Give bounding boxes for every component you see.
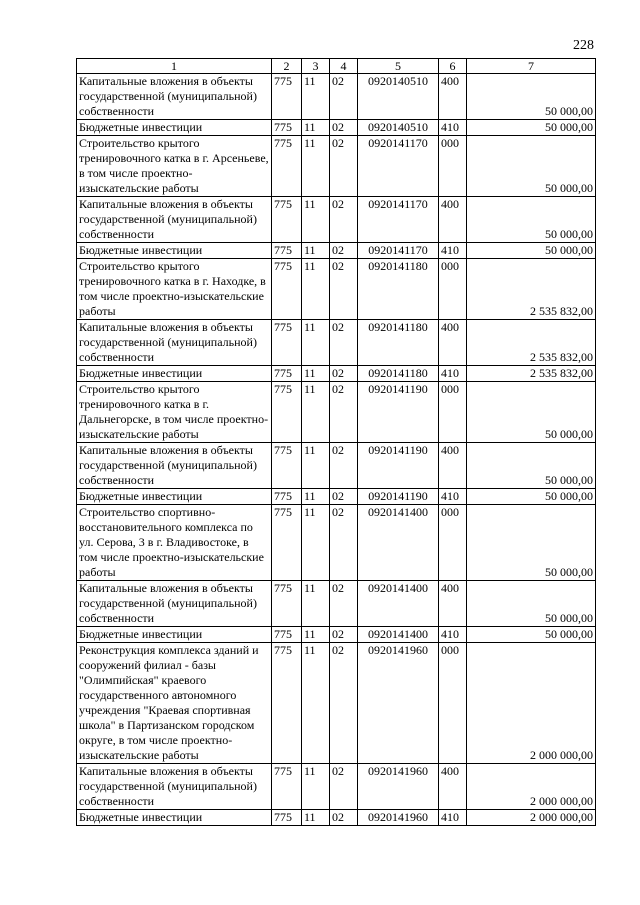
- row-code-2: 775: [272, 366, 302, 382]
- row-code-2: 775: [272, 581, 302, 627]
- row-amount: 50 000,00: [467, 197, 596, 243]
- row-code-5: 0920141400: [358, 627, 439, 643]
- row-code-3: 11: [302, 197, 330, 243]
- row-code-6: 410: [439, 243, 467, 259]
- row-code-4: 02: [330, 643, 358, 764]
- header-col-2: 2: [272, 59, 302, 74]
- row-code-3: 11: [302, 581, 330, 627]
- table-row: [77, 443, 596, 489]
- row-code-3: 11: [302, 136, 330, 197]
- row-code-5: 0920141960: [358, 643, 439, 764]
- row-description: Бюджетные инвестиции: [77, 810, 272, 826]
- row-description: Капитальные вложения в объекты государственной (муниципальной) собственности: [77, 443, 272, 489]
- row-code-3: 11: [302, 443, 330, 489]
- row-code-3: 11: [302, 320, 330, 366]
- row-code-2: 775: [272, 643, 302, 764]
- row-amount: 50 000,00: [467, 382, 596, 443]
- row-code-6: 410: [439, 366, 467, 382]
- row-amount: 2 000 000,00: [467, 764, 596, 810]
- table-row: [77, 136, 596, 197]
- table-body: [77, 74, 596, 826]
- header-col-4: 4: [330, 59, 358, 74]
- row-code-3: 11: [302, 505, 330, 581]
- row-amount: 50 000,00: [467, 74, 596, 120]
- row-code-3: 11: [302, 764, 330, 810]
- row-code-3: 11: [302, 810, 330, 826]
- row-description: Капитальные вложения в объекты государственной (муниципальной) собственности: [77, 581, 272, 627]
- row-code-4: 02: [330, 764, 358, 810]
- header-col-3: 3: [302, 59, 330, 74]
- row-description: Строительство спортивно-восстановительного комплекса по ул. Серова, 3 в г. Владивостоке, в том числе проектно-изыскательские работы: [77, 505, 272, 581]
- row-code-5: 0920141190: [358, 489, 439, 505]
- row-amount: 2 000 000,00: [467, 810, 596, 826]
- row-description: Бюджетные инвестиции: [77, 627, 272, 643]
- row-code-3: 11: [302, 382, 330, 443]
- row-code-4: 02: [330, 581, 358, 627]
- row-code-5: 0920141400: [358, 505, 439, 581]
- table-row: [77, 505, 596, 581]
- page-number: 228: [573, 38, 594, 53]
- row-description: Строительство крытого тренировочного катка в г. Находке, в том числе проектно-изыскательские работы: [77, 259, 272, 320]
- row-code-6: 400: [439, 74, 467, 120]
- row-code-5: 0920141170: [358, 197, 439, 243]
- row-code-2: 775: [272, 74, 302, 120]
- row-code-6: 410: [439, 489, 467, 505]
- table-row: [77, 74, 596, 120]
- row-code-4: 02: [330, 136, 358, 197]
- row-description: Бюджетные инвестиции: [77, 366, 272, 382]
- row-code-4: 02: [330, 443, 358, 489]
- row-description: Бюджетные инвестиции: [77, 489, 272, 505]
- row-code-6: 000: [439, 382, 467, 443]
- row-code-6: 000: [439, 259, 467, 320]
- row-code-5: 0920140510: [358, 120, 439, 136]
- row-code-5: 0920141170: [358, 243, 439, 259]
- row-code-3: 11: [302, 643, 330, 764]
- row-code-2: 775: [272, 489, 302, 505]
- row-code-5: 0920141180: [358, 366, 439, 382]
- row-code-3: 11: [302, 243, 330, 259]
- row-amount: 2 000 000,00: [467, 643, 596, 764]
- table-row: [77, 243, 596, 259]
- row-code-4: 02: [330, 74, 358, 120]
- row-code-5: 0920141170: [358, 136, 439, 197]
- row-code-4: 02: [330, 366, 358, 382]
- row-code-2: 775: [272, 764, 302, 810]
- row-code-4: 02: [330, 382, 358, 443]
- row-description: Капитальные вложения в объекты государственной (муниципальной) собственности: [77, 320, 272, 366]
- row-code-6: 000: [439, 643, 467, 764]
- row-code-4: 02: [330, 259, 358, 320]
- table-row: [77, 581, 596, 627]
- row-code-3: 11: [302, 627, 330, 643]
- row-description: Бюджетные инвестиции: [77, 120, 272, 136]
- table-row: [77, 764, 596, 810]
- row-amount: 50 000,00: [467, 243, 596, 259]
- row-description: Капитальные вложения в объекты государственной (муниципальной) собственности: [77, 74, 272, 120]
- row-code-2: 775: [272, 320, 302, 366]
- table-row: [77, 382, 596, 443]
- row-code-5: 0920141400: [358, 581, 439, 627]
- row-code-6: 000: [439, 136, 467, 197]
- row-amount: 50 000,00: [467, 489, 596, 505]
- row-code-6: 410: [439, 120, 467, 136]
- row-code-3: 11: [302, 489, 330, 505]
- row-code-4: 02: [330, 505, 358, 581]
- row-code-2: 775: [272, 197, 302, 243]
- row-code-5: 0920141190: [358, 382, 439, 443]
- row-description: Строительство крытого тренировочного катка в г. Арсеньеве, в том числе проектно-изыскательские работы: [77, 136, 272, 197]
- row-code-4: 02: [330, 627, 358, 643]
- row-code-4: 02: [330, 197, 358, 243]
- row-code-5: 0920141180: [358, 259, 439, 320]
- row-code-3: 11: [302, 74, 330, 120]
- budget-table: [76, 58, 596, 826]
- row-description: Реконструкция комплекса зданий и сооружений филиал - базы "Олимпийская" краевого государственного автономного учреждения "Краевая спортивная школа" в Партизанском городском округе, в том числе проектно-изыскательские работы: [77, 643, 272, 764]
- row-amount: 50 000,00: [467, 136, 596, 197]
- row-code-6: 400: [439, 764, 467, 810]
- row-code-6: 400: [439, 581, 467, 627]
- row-code-2: 775: [272, 136, 302, 197]
- row-code-6: 410: [439, 810, 467, 826]
- row-code-2: 775: [272, 382, 302, 443]
- row-code-3: 11: [302, 259, 330, 320]
- row-code-4: 02: [330, 120, 358, 136]
- header-row: [77, 59, 596, 74]
- table-row: [77, 489, 596, 505]
- row-amount: 50 000,00: [467, 120, 596, 136]
- row-code-3: 11: [302, 120, 330, 136]
- row-amount: 2 535 832,00: [467, 259, 596, 320]
- row-code-6: 400: [439, 197, 467, 243]
- row-code-6: 410: [439, 627, 467, 643]
- table-row: [77, 320, 596, 366]
- header-col-1: 1: [77, 59, 272, 74]
- row-description: Капитальные вложения в объекты государственной (муниципальной) собственности: [77, 764, 272, 810]
- row-code-6: 400: [439, 443, 467, 489]
- row-code-5: 0920141190: [358, 443, 439, 489]
- row-amount: 2 535 832,00: [467, 366, 596, 382]
- row-code-2: 775: [272, 443, 302, 489]
- row-amount: 2 535 832,00: [467, 320, 596, 366]
- row-description: Бюджетные инвестиции: [77, 243, 272, 259]
- table-row: [77, 259, 596, 320]
- row-code-4: 02: [330, 810, 358, 826]
- row-amount: 50 000,00: [467, 505, 596, 581]
- row-description: Строительство крытого тренировочного катка в г. Дальнегорске, в том числе проектно-изыскательские работы: [77, 382, 272, 443]
- row-code-5: 0920141960: [358, 764, 439, 810]
- table-row: [77, 197, 596, 243]
- row-code-4: 02: [330, 489, 358, 505]
- row-code-4: 02: [330, 243, 358, 259]
- row-code-4: 02: [330, 320, 358, 366]
- header-col-5: 5: [358, 59, 439, 74]
- row-code-6: 000: [439, 505, 467, 581]
- row-code-2: 775: [272, 627, 302, 643]
- row-code-3: 11: [302, 366, 330, 382]
- row-code-2: 775: [272, 120, 302, 136]
- row-code-6: 400: [439, 320, 467, 366]
- row-code-5: 0920141180: [358, 320, 439, 366]
- row-code-2: 775: [272, 810, 302, 826]
- table-header: [77, 59, 596, 74]
- table-row: [77, 366, 596, 382]
- row-amount: 50 000,00: [467, 627, 596, 643]
- header-col-7: 7: [467, 59, 596, 74]
- row-amount: 50 000,00: [467, 581, 596, 627]
- row-code-2: 775: [272, 259, 302, 320]
- row-code-5: 0920141960: [358, 810, 439, 826]
- row-description: Капитальные вложения в объекты государственной (муниципальной) собственности: [77, 197, 272, 243]
- header-col-6: 6: [439, 59, 467, 74]
- row-code-5: 0920140510: [358, 74, 439, 120]
- table-row: [77, 643, 596, 764]
- table-row: [77, 810, 596, 826]
- row-code-2: 775: [272, 243, 302, 259]
- table-row: [77, 120, 596, 136]
- row-amount: 50 000,00: [467, 443, 596, 489]
- table-row: [77, 627, 596, 643]
- row-code-2: 775: [272, 505, 302, 581]
